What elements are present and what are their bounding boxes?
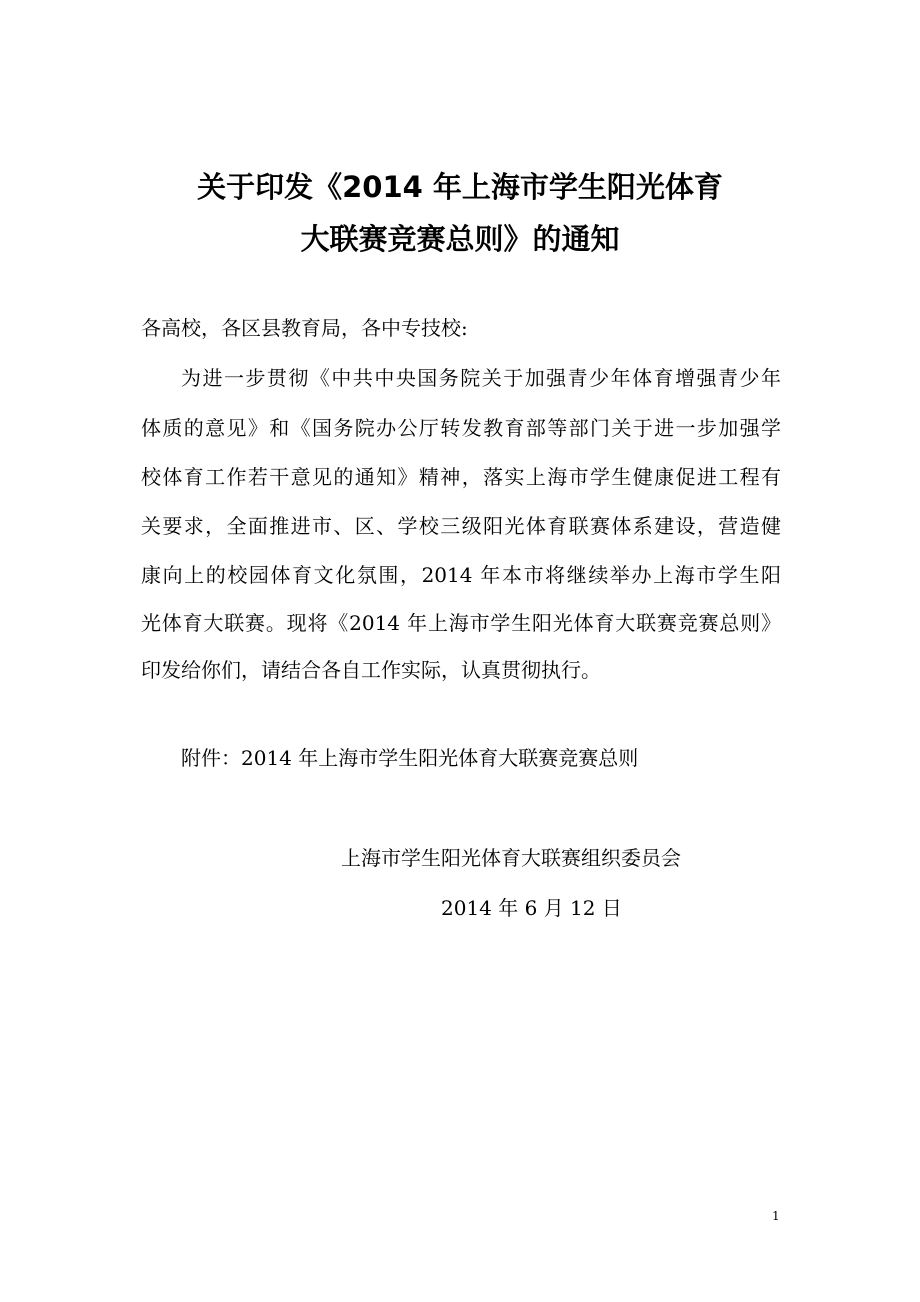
body-line-1: 为进一步贯彻《中共中央国务院关于加强青少年体育增强青少年 [181, 366, 781, 390]
body-line-3: 校体育工作若干意见的通知》精神，落实上海市学生健康促进工程有 [141, 465, 781, 489]
signature-date: 2014 年 6 月 12 日 [441, 896, 622, 920]
signature: 上海市学生阳光体育大联赛组织委员会 [341, 846, 681, 870]
page-number: 1 [772, 1209, 780, 1223]
body-line-2: 体质的意见》和《国务院办公厅转发教育部等部门关于进一步加强学 [141, 416, 781, 440]
document-title-line-1: 关于印发《2014 年上海市学生阳光体育 [197, 170, 723, 204]
body-line-7: 印发给你们，请结合各自工作实际，认真贯彻执行。 [141, 658, 601, 682]
body-line-4: 关要求，全面推进市、区、学校三级阳光体育联赛体系建设，营造健 [141, 514, 781, 538]
body-line-5: 康向上的校园体育文化氛围，2014 年本市将继续举办上海市学生阳 [141, 563, 781, 587]
salutation: 各高校，各区县教育局，各中专技校: [141, 316, 468, 340]
document-title-line-2: 大联赛竞赛总则》的通知 [300, 222, 620, 256]
attachment-line: 附件：2014 年上海市学生阳光体育大联赛竞赛总则 [181, 746, 639, 770]
body-line-6: 光体育大联赛。现将《2014 年上海市学生阳光体育大联赛竞赛总则》 [141, 611, 781, 635]
